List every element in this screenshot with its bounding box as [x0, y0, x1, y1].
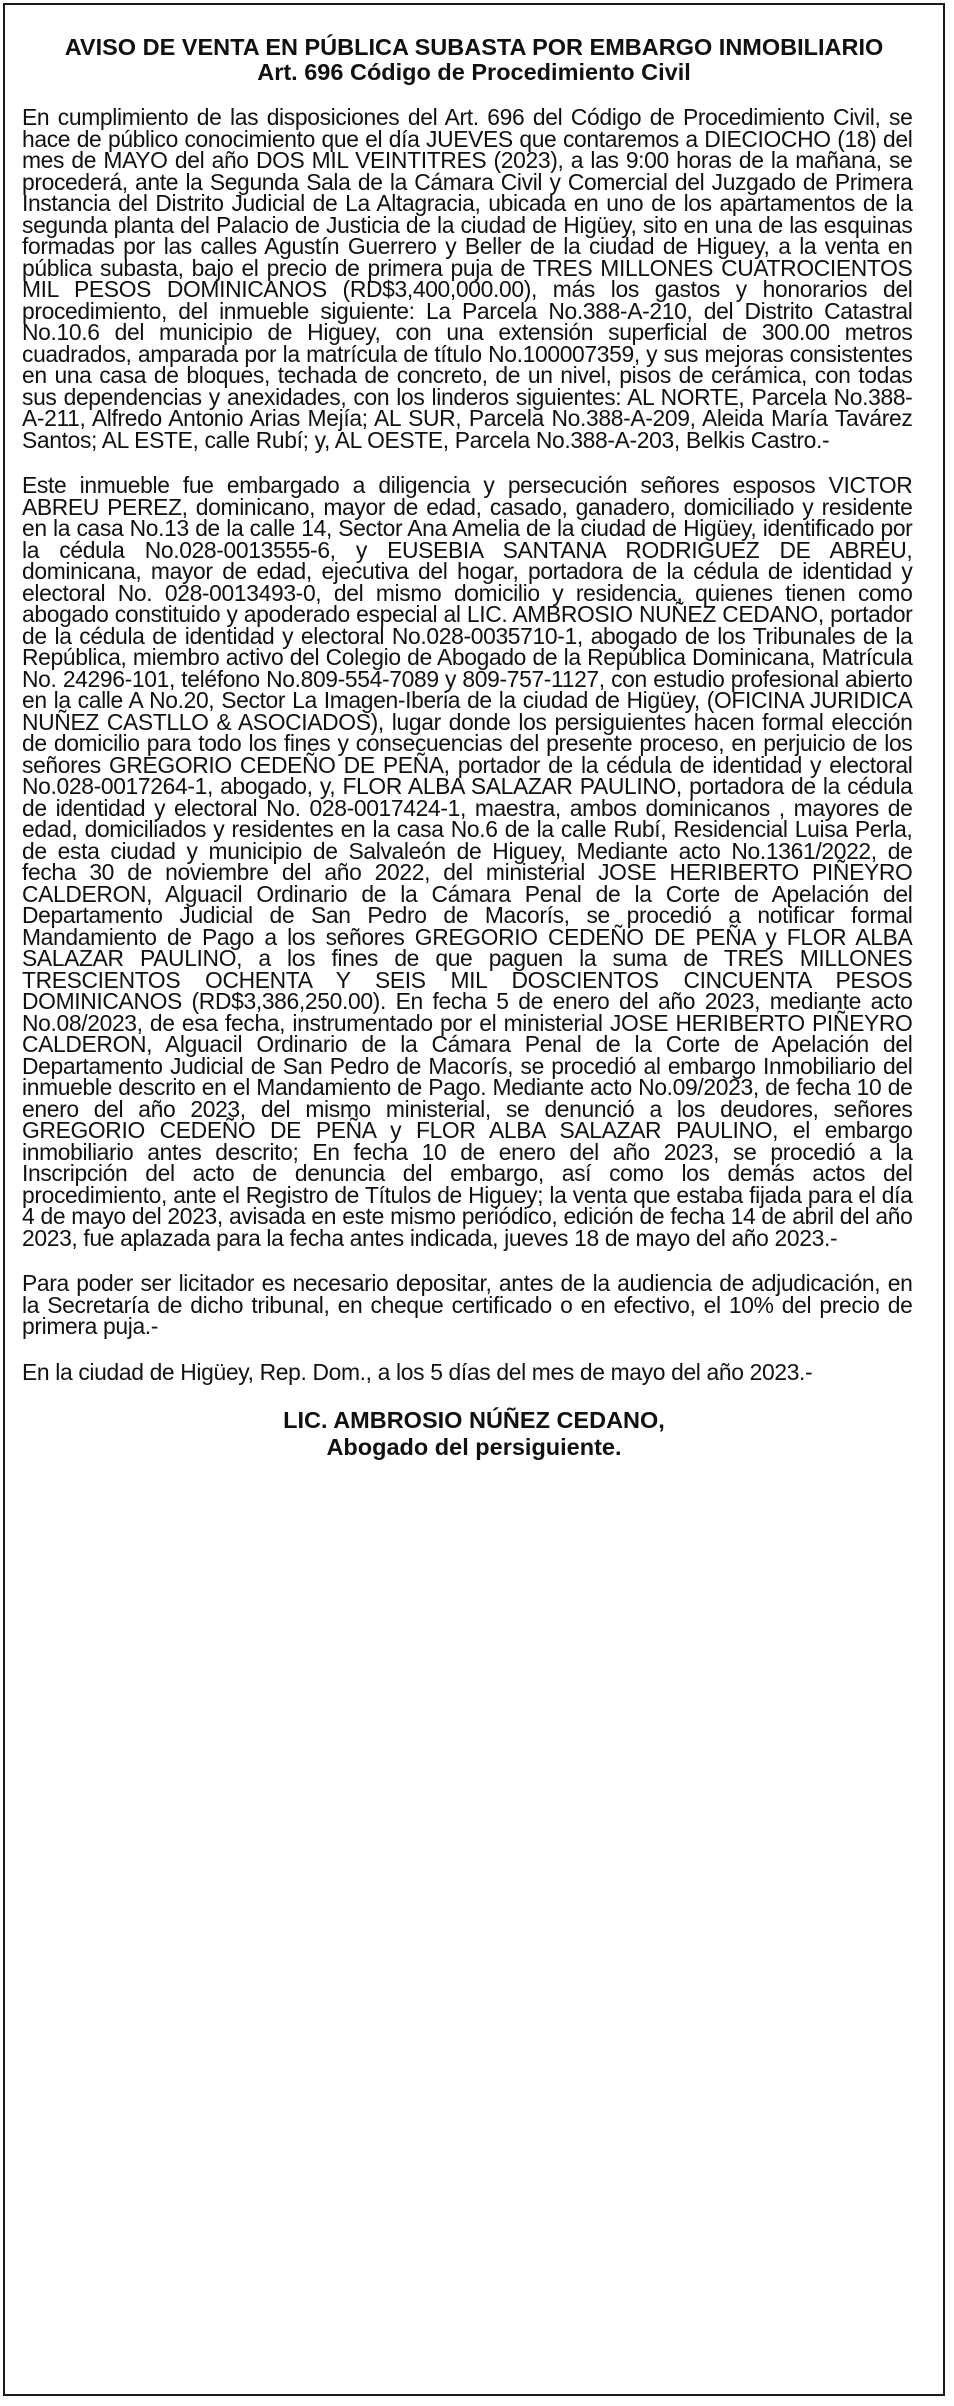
paragraph-bidder-requirements: Para poder ser licitador es necesario depositar, antes de la audiencia de adjudicación, en la Secretaría de dicho tribunal, en cheque certificado o en efectivo, el 10% del precio de primera puja.-	[22, 1270, 913, 1339]
paragraph-place-date: En la ciudad de Higüey, Rep. Dom., a los 5 días del mes de mayo del año 2023.-	[22, 1358, 813, 1385]
paragraph-seizure-details: Este inmueble fue embargado a diligencia y persecución señores esposos VICTOR ABREU PEREZ, dominicano, mayor de edad, casado, ganadero, domiciliado y residente en la casa No.13 de la calle 14, Sector Ana Amelia de la ciudad de Higüey, identificado por la cédula No.028-0013555-6, y EUSEBIA SANTANA RODRIGUEZ DE ABREU, dominicana, mayor de edad, ejecutiva del hogar, portadora de la cédula de identidad y electoral No. 028-0013493-0, del mismo domicilio y residencia, quienes tienen como abogado constituido y apoderado especial al LIC. AMBROSIO NUÑEZ CEDANO, portador de la cédula de identidad y electoral No.028-0035710-1, abogado de los Tribunales de la República, miembro activo del Colegio de Abogado de la República Dominicana, Matrícula No. 24296-101, teléfono No.809-554-7089 y 809-757-1127, con estudio profesional abierto en la calle A No.20, Sector La Imagen-Iberia de la ciudad de Higüey, (OFICINA JURIDICA NUÑEZ CASTLLO & ASOCIADOS), lugar donde los persiguientes hacen formal elección de domicilio para todo los fines y consecuencias del presente proceso, en perjuicio de los señores GREGORIO CEDEÑO DE PEÑA, portador de la cédula de identidad y electoral No.028-0017264-1, abogado, y, FLOR ALBA SALAZAR PAULINO, portadora de la cédula de identidad y electoral No. 028-0017424-1, maestra, ambos dominicanos , mayores de edad, domiciliados y residentes en la casa No.6 de la calle Rubí, Residencial Luisa Perla, de esta ciudad y municipio de Salvaleón de Higuey, Mediante acto No.1361/2022, de fecha 30 de noviembre del año 2022, del ministerial JOSE HERIBERTO PIÑEYRO CALDERON, Alguacil Ordinario de la Cámara Penal de la Corte de Apelación del Departamento Judicial de San Pedro de Macorís, se procedió a notificar formal Mandamiento de Pago a los señores GREGORIO CEDEÑO DE PEÑA y FLOR ALBA SALAZAR PAULINO, a los fines de que paguen la suma de TRES MILLONES TRESCIENTOS OCHENTA Y SEIS MIL DOSCIENTOS CINCUENTA PESOS DOMINICANOS (RD$3,386,250.00). En fecha 5 de enero del año 2023, mediante acto No.08/2023, de esa fecha, instrumentado por el ministerial JOSE HERIBERTO PIÑEYRO CALDERON, Alguacil Ordinario de la Cámara Penal de la Corte de Apelación del Departamento Judicial de San Pedro de Macorís, se procedió al embargo Inmobiliario del inmueble descrito en el Mandamiento de Pago. Mediante acto No.09/2023, de fecha 10 de enero del año 2023, del mismo ministerial, se denunció a los deudores, señores GREGORIO CEDEÑO DE PEÑA y FLOR ALBA SALAZAR PAULINO, el embargo inmobiliario antes descrito; En fecha 10 de enero del año 2023, se procedió a la Inscripción del acto de denuncia del embargo, así como los demás actos del procedimiento, ante el Registro de Títulos de Higuey; la venta que estaba fijada para el día 4 de mayo del 2023, avisada en este mismo periódico, edición de fecha 14 de abril del año 2023, fue aplazada para la fecha antes indicada, jueves 18 de mayo del año 2023.-	[22, 472, 913, 1251]
paragraph-sale-announcement: En cumplimiento de las disposiciones del Art. 696 del Código de Procedimiento Civil, se hace de público conocimiento que el día JUEVES que contaremos a DIECIOCHO (18) del mes de MAYO del año DOS MIL VEINTITRES (2023), a las 9:00 horas de la mañana, se procederá, ante la Segunda Sala de la Cámara Civil y Comercial del Juzgado de Primera Instancia del Distrito Judicial de La Altagracia, ubicada en uno de los apartamentos de la segunda planta del Palacio de Justicia de la ciudad de Higüey, sito en una de las esquinas formadas por las calles Agustín Guerrero y Beller de la ciudad de Higuey, a la venta en pública subasta, bajo el precio de primera puja de TRES MILLONES CUATROCIENTOS MIL PESOS DOMINICANOS (RD$3,400,000.00), más los gastos y honorarios del procedimiento, del inmueble siguiente: La Parcela No.388-A-210, del Distrito Catastral No.10.6 del municipio de Higuey, con una extensión superficial de 300.00 metros cuadrados, amparada por la matrícula de título No.100007359, y sus mejoras consistentes en una casa de bloques, techada de concreto, de un nivel, pisos de cerámica, con todas sus dependencias y anexidades, con los linderos siguientes: AL NORTE, Parcela No.388-A-211, Alfredo Antonio Arias Mejía; AL SUR, Parcela No.388-A-209, Aleida María Tavárez Santos; AL ESTE, calle Rubí; y, AL OESTE, Parcela No.388-A-203, Belkis Castro.-	[22, 104, 913, 453]
notice-subtitle: Art. 696 Código de Procedimiento Civil	[257, 59, 691, 85]
notice-title: AVISO DE VENTA EN PÚBLICA SUBASTA POR EMBARGO INMOBILIARIO	[64, 34, 884, 60]
notice-content	[22, 35, 926, 1461]
notice-border	[3, 3, 945, 2396]
signature-role: Abogado del persiguiente.	[326, 1434, 622, 1460]
signature-name: LIC. AMBROSIO NÚÑEZ CEDANO,	[283, 1407, 665, 1433]
